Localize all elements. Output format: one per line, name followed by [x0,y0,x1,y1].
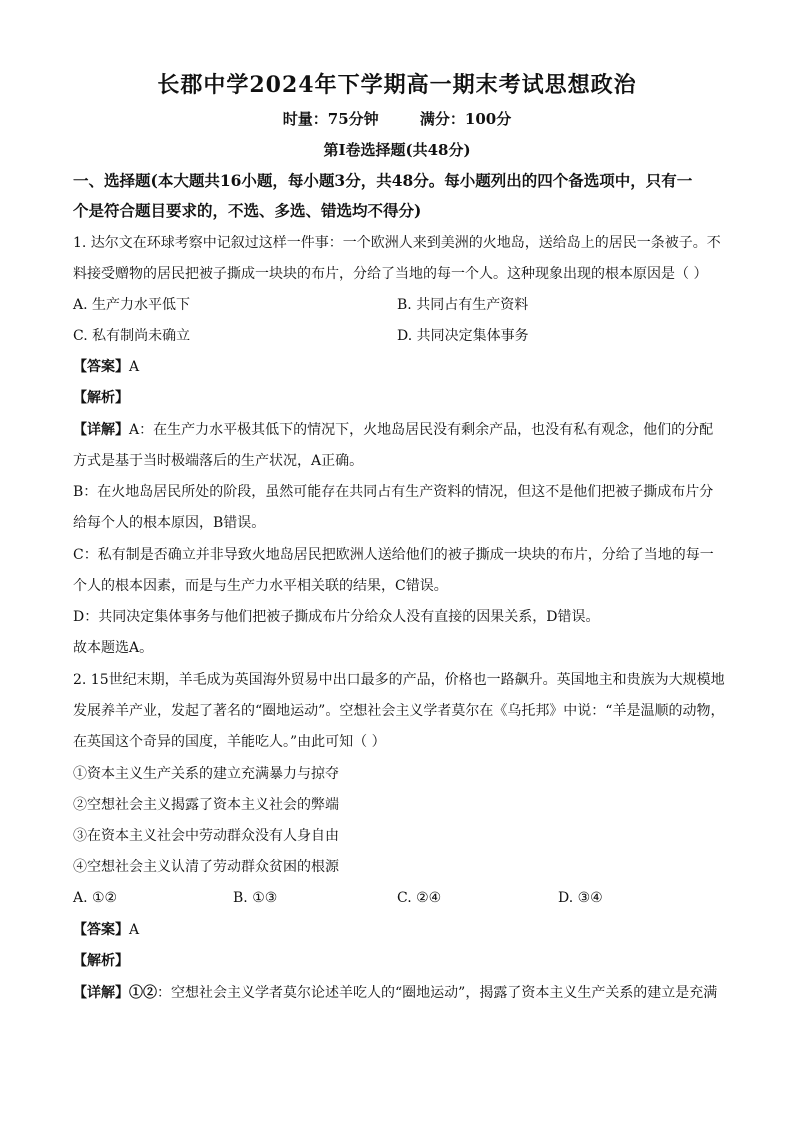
q1-detail-line4: 给每个人的根本原因，B错误。 [73,515,266,531]
q1-option-a: A. 生产力水平低下 [73,297,191,313]
q2-statement-2: ②空想社会主义揭露了资本主义社会的弊端 [73,797,339,813]
q1-stem-line1: 1. 达尔文在环球考察中记叙过这样一件事：一个欧洲人来到美洲的火地岛，送给岛上的居民一条被子。不 [73,235,721,251]
q2-detail-line1: 【详解】①②：空想社会主义学者莫尔论述羊吃人的“圈地运动”，揭露了资本主义生产关系的建立是充满 [73,985,718,1001]
q1-answer [73,357,735,377]
q2-answer-tag: 【答案】 [73,922,129,938]
q2-statement-4: ④空想社会主义认清了劳动群众贫困的根源 [73,859,339,875]
q1-option-d: D. 共同决定集体事务 [397,328,529,344]
part-heading: 第Ⅰ卷选择题(共48分) [323,141,471,159]
q1-conclusion: 故本题选A。 [73,640,154,656]
q2-option-d: D. ③④ [558,890,603,906]
q1-detail-line6: 个人的根本因素，而是与生产力水平相关联的结果，C错误。 [73,578,448,594]
q1-analysis-tag: 【解析】 [73,390,129,406]
section-heading [73,166,733,226]
exam-time: 时量：75分钟 [282,110,379,128]
q1-detail-line2: 方式是基于当时极端落后的生产状况，A正确。 [73,453,364,469]
q2-answer [73,920,735,940]
q2-stem-line3: 在英国这个奇异的国度，羊能吃人。”由此可知（ ） [73,734,386,750]
q1-detail-tag: 【详解】 [73,422,129,438]
q1-detail-line7: D：共同决定集体事务与他们把被子撕成布片分给众人没有直接的因果关系，D错误。 [73,609,600,625]
q2-detail-mark: ①② [129,985,157,1001]
q2-option-a: A. ①② [73,890,118,906]
q1-answer-tag: 【答案】 [73,359,129,375]
q2-stem-line2: 发展养羊产业，发起了著名的“圈地运动”。空想社会主义学者莫尔在《乌托邦》中说：“羊是温顺的动物， [73,703,725,719]
q1-answer-value: A [129,359,140,375]
q2-analysis-tag: 【解析】 [73,953,129,969]
q2-statement-1: ①资本主义生产关系的建立充满暴力与掠夺 [73,766,339,782]
q1-detail-line5: C：私有制是否确立并非导致火地岛居民把欧洲人送给他们的被子撕成一块块的布片，分给了当地的每一 [73,547,714,563]
q2-stem-line1: 2. 15世纪末期，羊毛成为英国海外贸易中出口最多的产品，价格也一路飙升。英国地主和贵族为大规模地 [73,672,725,688]
q2-option-b: B. ①③ [233,890,278,906]
q2-answer-value: A [129,922,140,938]
section-heading-line2: 个是符合题目要求的，不选、多选、错选均不得分) [73,201,422,220]
exam-title: 长郡中学2024年下学期高一期末考试思想政治 [157,72,637,98]
q1-stem-line2: 料接受赠物的居民把被子撕成一块块的布片，分给了当地的每一个人。这种现象出现的根本原因是（ ） [73,266,708,282]
section-heading-line1: 一、选择题(本大题共16小题，每小题3分，共48分。每小题列出的四个备选项中，只有一 [73,171,693,190]
q1-option-c: C. 私有制尚未确立 [73,328,191,344]
q2-statement-3: ③在资本主义社会中劳动群众没有人身自由 [73,828,339,844]
exam-score: 满分：100分 [419,110,512,128]
q2-option-c: C. ②④ [397,890,442,906]
q1-detail-line3: B：在火地岛居民所处的阶段，虽然可能存在共同占有生产资料的情况，但这不是他们把被子撕成布片分 [73,484,714,500]
q2-detail-tag: 【详解】 [73,985,129,1001]
q1-detail-line1: 【详解】A：在生产力水平极其低下的情况下，火地岛居民没有剩余产品，也没有私有观念，他们的分配 [73,422,714,438]
q1-option-b: B. 共同占有生产资料 [397,297,529,313]
exam-meta [0,108,794,129]
